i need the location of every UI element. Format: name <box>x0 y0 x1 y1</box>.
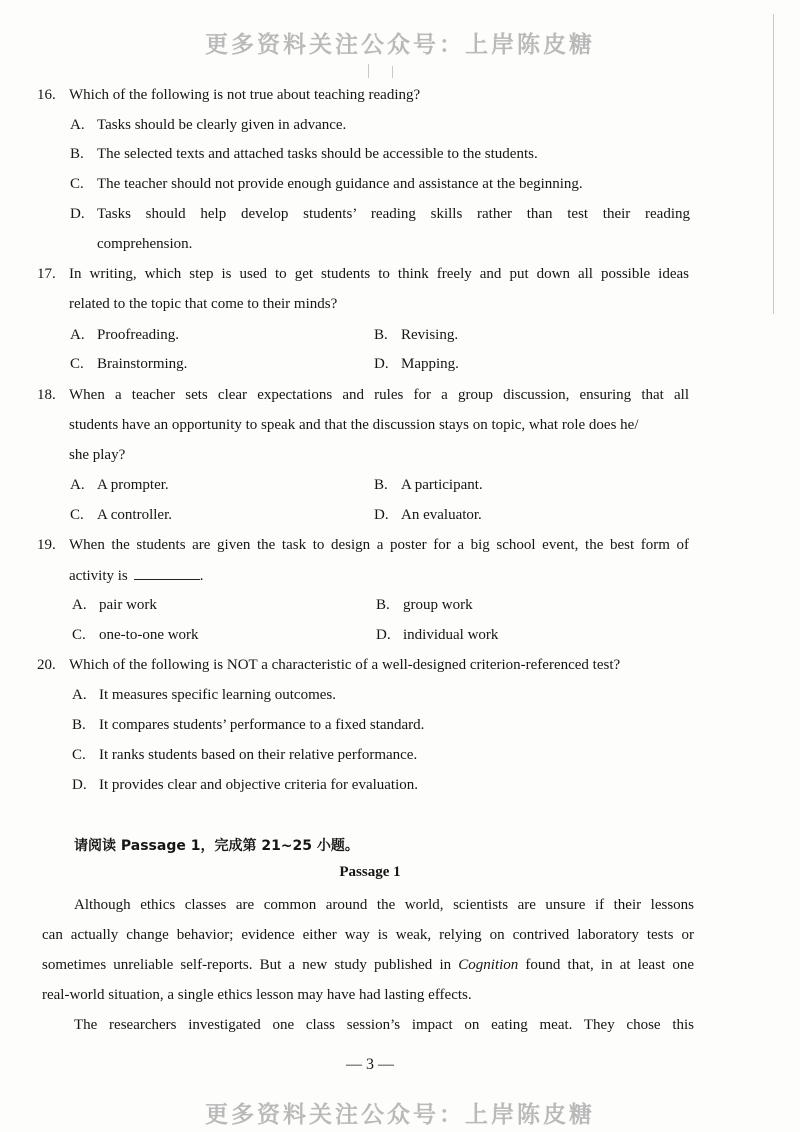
option-a <box>72 686 336 704</box>
question-stem: Which of the following is not true about teaching reading? <box>69 87 421 103</box>
option-text: pair work <box>99 597 157 613</box>
option-a <box>72 596 157 614</box>
option-c <box>70 175 583 193</box>
option-d <box>70 205 690 223</box>
option-letter: B. <box>374 327 388 343</box>
option-b <box>374 326 458 344</box>
journal-name: Cognition <box>458 957 519 973</box>
question-number: 20. <box>37 657 56 673</box>
question-stem: In writing, which step is used to get students to think freely and put down all possible ideas <box>69 266 689 282</box>
option-letter: C. <box>70 507 84 523</box>
option-a <box>70 326 179 344</box>
option-letter: D. <box>374 356 389 372</box>
option-letter: A. <box>70 117 85 133</box>
option-b <box>72 716 424 734</box>
question-17 <box>37 265 689 283</box>
option-letter: C. <box>72 627 86 643</box>
option-letter: B. <box>376 597 390 613</box>
option-letter: C. <box>70 356 84 372</box>
page-number: — 3 — <box>346 1056 394 1073</box>
question-stem-continued: related to the topic that come to their minds? <box>69 296 338 312</box>
question-stem-end: . <box>199 568 204 584</box>
option-letter: C. <box>72 747 86 763</box>
option-text: A controller. <box>97 507 172 523</box>
question-18 <box>37 386 689 404</box>
option-a <box>70 476 169 494</box>
answer-blank <box>134 567 200 580</box>
option-text: A participant. <box>401 477 483 493</box>
passage-text: found that, in at least one <box>525 957 694 973</box>
option-b <box>376 596 473 614</box>
option-d <box>374 355 459 373</box>
option-text: Mapping. <box>401 356 459 372</box>
question-stem: When the students are given the task to design a poster for a big school event, the best form of <box>69 537 689 553</box>
option-letter: D. <box>72 777 87 793</box>
option-text: Revising. <box>401 327 459 343</box>
option-c <box>70 355 187 373</box>
question-stem-continued: she play? <box>69 447 126 463</box>
option-letter: D. <box>376 627 391 643</box>
option-letter: B. <box>72 717 86 733</box>
option-text: individual work <box>403 627 499 643</box>
option-c <box>72 746 417 764</box>
passage-line <box>42 956 694 974</box>
question-number: 18. <box>37 387 56 403</box>
passage-line: Although ethics classes are common around the world, scientists are unsure if their lessons <box>74 897 694 913</box>
passage-line: real-world situation, a single ethics lesson may have had lasting effects. <box>42 987 472 1003</box>
option-text: Brainstorming. <box>97 356 188 372</box>
option-c <box>70 506 172 524</box>
option-text: Tasks should be clearly given in advance. <box>97 117 347 133</box>
option-text: group work <box>403 597 473 613</box>
option-text: A prompter. <box>97 477 169 493</box>
option-letter: D. <box>374 507 389 523</box>
option-letter: A. <box>70 477 85 493</box>
question-number: 16. <box>37 87 56 103</box>
option-text: Proofreading. <box>97 327 180 343</box>
option-d <box>72 776 418 794</box>
option-a <box>70 116 346 134</box>
reading-instruction: 请阅读 Passage 1，完成第 21~25 小题。 <box>74 838 359 854</box>
question-20 <box>37 656 620 674</box>
scan-artifact-line <box>773 14 774 314</box>
option-d <box>376 626 498 644</box>
question-stem: When a teacher sets clear expectations and rules for a group discussion, ensuring that all <box>69 387 689 403</box>
option-text: The teacher should not provide enough guidance and assistance at the beginning. <box>97 176 583 192</box>
option-letter: A. <box>72 687 87 703</box>
passage-title: Passage 1 <box>339 864 401 880</box>
option-d-continued: comprehension. <box>97 236 193 252</box>
option-letter: B. <box>70 146 84 162</box>
question-number: 17. <box>37 266 56 282</box>
option-b <box>374 476 483 494</box>
option-letter: D. <box>70 206 85 222</box>
option-letter: A. <box>72 597 87 613</box>
question-stem: Which of the following is NOT a characteristic of a well-designed criterion-referenced test? <box>69 657 621 673</box>
option-b <box>70 145 538 163</box>
option-text: one-to-one work <box>99 627 199 643</box>
option-text: Tasks should help develop students’ reading skills rather than test their reading <box>97 206 690 222</box>
watermark-top: 更多资料关注公众号：上岸陈皮糖 <box>205 32 595 58</box>
option-text: It provides clear and objective criteria for evaluation. <box>99 777 419 793</box>
question-stem-text: activity is <box>69 568 128 584</box>
question-19 <box>37 536 689 554</box>
question-stem-continued <box>69 567 204 585</box>
option-letter: A. <box>70 327 85 343</box>
question-number: 19. <box>37 537 56 553</box>
option-text: The selected texts and attached tasks should be accessible to the students. <box>97 146 538 162</box>
option-c <box>72 626 199 644</box>
passage-text: sometimes unreliable self-reports. But a new study published in <box>42 957 452 973</box>
option-letter: B. <box>374 477 388 493</box>
watermark-bottom: 更多资料关注公众号：上岸陈皮糖 <box>205 1102 595 1128</box>
scan-artifact-line <box>368 64 369 78</box>
option-text: It measures specific learning outcomes. <box>99 687 336 703</box>
question-16 <box>37 86 420 104</box>
option-letter: C. <box>70 176 84 192</box>
scan-artifact-line <box>392 66 393 78</box>
option-d <box>374 506 482 524</box>
question-stem-continued: students have an opportunity to speak and that the discussion stays on topic, what role does he/ <box>69 417 639 433</box>
option-text: It compares students’ performance to a fixed standard. <box>99 717 425 733</box>
passage-line: The researchers investigated one class session’s impact on eating meat. They chose this <box>74 1017 694 1033</box>
passage-line: can actually change behavior; evidence either way is weak, relying on contrived laboratory tests or <box>42 927 694 943</box>
option-text: An evaluator. <box>401 507 482 523</box>
option-text: It ranks students based on their relative performance. <box>99 747 418 763</box>
